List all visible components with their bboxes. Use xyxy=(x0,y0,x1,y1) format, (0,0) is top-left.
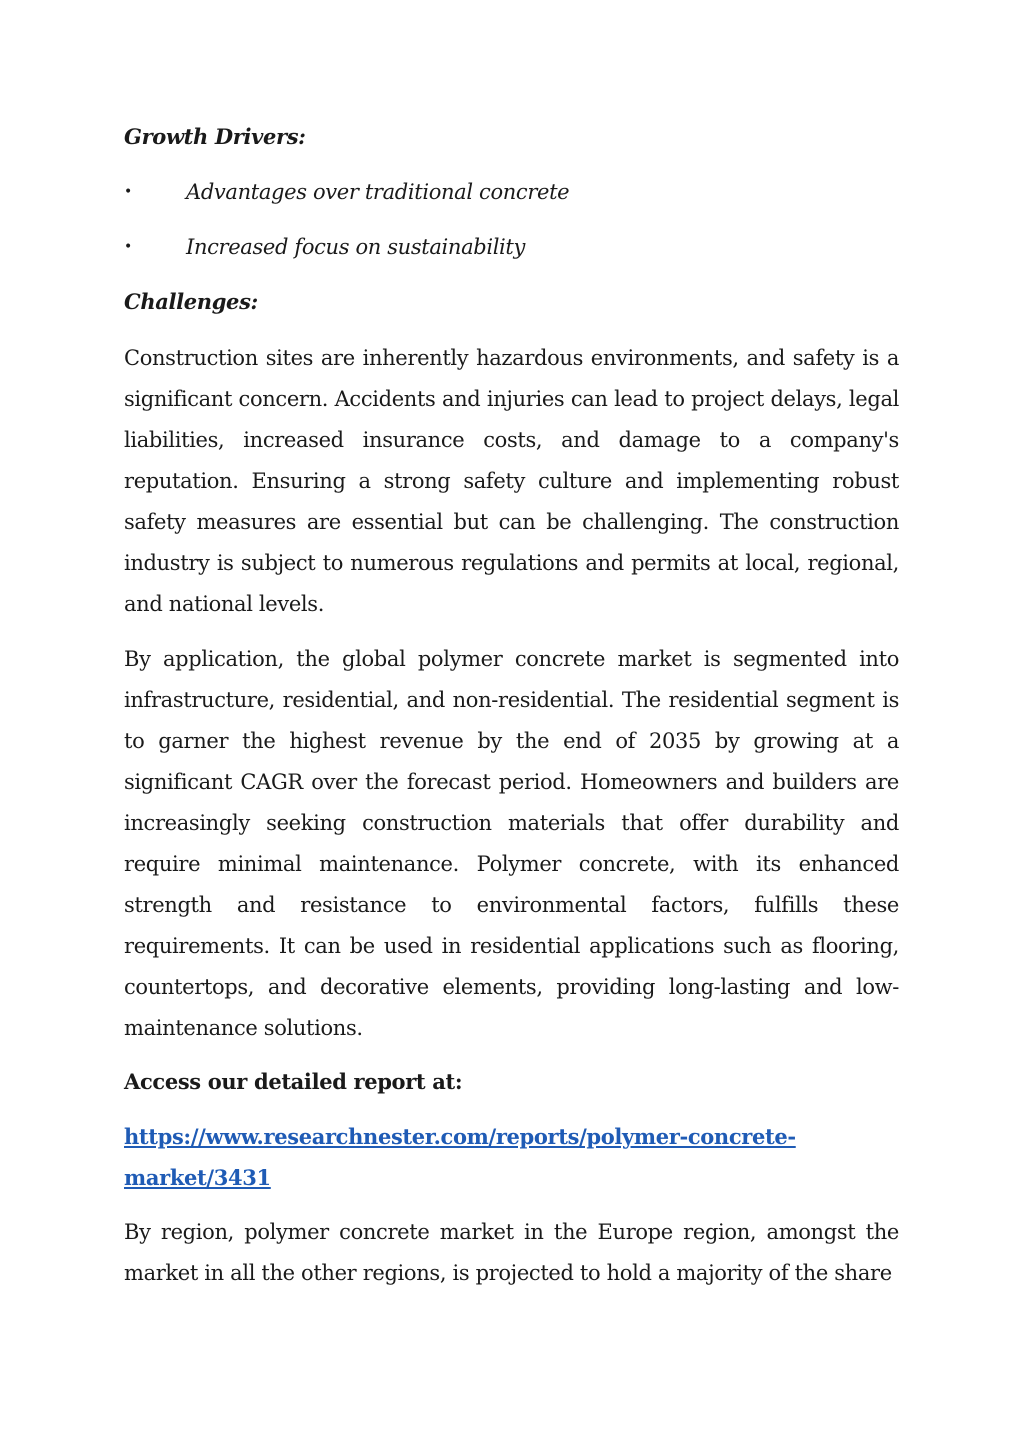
region-paragraph: By region, polymer concrete market in the Europe region, amongst the market in all the other regions, is projected to hold a majority of the share xyxy=(124,1220,899,1285)
list-item xyxy=(124,228,899,266)
growth-drivers-heading: Growth Drivers: xyxy=(124,124,306,149)
application-paragraph: By application, the global polymer concrete market is segmented into infrastructure, residential, and non-residential. The residential segment is to garner the highest revenue by the end of 2035 by growing at a significant CAGR over the forecast period. Homeowners and builders are increasingly seeking construction materials that offer durability and require minimal maintenance. Polymer concrete, with its enhanced strength and resistance to environmental factors, fulfills these requirements. It can be used in residential applications such as flooring, countertops, and decorative elements, providing long-lasting and low-maintenance solutions. xyxy=(124,647,899,1040)
report-link-line-1[interactable]: https://www.researchnester.com/reports/polymer-concrete- xyxy=(124,1124,796,1149)
challenges-paragraph: Construction sites are inherently hazardous environments, and safety is a significant concern. Accidents and injuries can lead to project delays, legal liabilities, increased insurance costs, and damage to a company's reputation. Ensuring a strong safety culture and implementing robust safety measures are essential but can be challenging. The construction industry is subject to numerous regulations and permits at local, regional, and national levels. xyxy=(124,346,899,616)
challenges-heading: Challenges: xyxy=(124,289,258,314)
access-heading: Access our detailed report at: xyxy=(124,1069,463,1094)
report-link[interactable] xyxy=(124,1116,899,1198)
bullet-icon: • xyxy=(124,239,132,255)
report-link-line-2[interactable]: market/3431 xyxy=(124,1165,271,1190)
document-page xyxy=(124,118,899,1308)
list-item-text: Advantages over traditional concrete xyxy=(186,180,570,204)
list-item-text: Increased focus on sustainability xyxy=(186,235,526,259)
growth-drivers-list xyxy=(124,173,899,266)
bullet-icon: • xyxy=(124,184,132,200)
list-item xyxy=(124,173,899,211)
